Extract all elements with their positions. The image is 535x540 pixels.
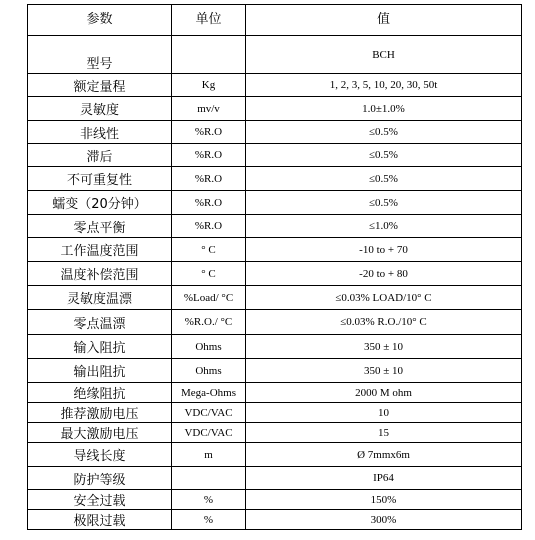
- row-value: 1.0±1.0%: [246, 97, 522, 121]
- row-value: ≤1.0%: [246, 215, 522, 238]
- row-param: 极限过载: [28, 510, 172, 530]
- row-unit: ° C: [172, 238, 246, 262]
- row-unit: mv/v: [172, 97, 246, 121]
- row-param: 绝缘阻抗: [28, 383, 172, 403]
- row-unit: %: [172, 490, 246, 510]
- row-param: 零点温漂: [28, 310, 172, 335]
- row-unit: %R.O: [172, 144, 246, 167]
- table-row: [28, 238, 522, 262]
- table-row: [28, 467, 522, 490]
- row-value: 10: [246, 403, 522, 423]
- table-row: [28, 97, 522, 121]
- table-row: [28, 262, 522, 286]
- row-unit: Ohms: [172, 335, 246, 359]
- row-param: 非线性: [28, 121, 172, 144]
- row-value: 1, 2, 3, 5, 10, 20, 30, 50t: [246, 74, 522, 97]
- row-value: -20 to + 80: [246, 262, 522, 286]
- table-row: [28, 167, 522, 191]
- row-value: 350 ± 10: [246, 335, 522, 359]
- table-row: [28, 443, 522, 467]
- row-param: 灵敏度温漂: [28, 286, 172, 310]
- table-row: [28, 191, 522, 215]
- row-unit: %Load/ °C: [172, 286, 246, 310]
- row-unit: m: [172, 443, 246, 467]
- row-param: 输出阻抗: [28, 359, 172, 383]
- row-param: 蠕变（20分钟）: [28, 191, 172, 215]
- row-value: ≤0.03% LOAD/10° C: [246, 286, 522, 310]
- table-row: [28, 121, 522, 144]
- header-value: 值: [246, 5, 522, 36]
- spec-table: [27, 4, 522, 530]
- row-value: ≤0.5%: [246, 144, 522, 167]
- row-unit: VDC/VAC: [172, 403, 246, 423]
- header-unit: 单位: [172, 5, 246, 36]
- row-unit: %R.O: [172, 215, 246, 238]
- row-unit: Kg: [172, 74, 246, 97]
- row-unit: %: [172, 510, 246, 530]
- spec-table-body: [28, 5, 522, 530]
- table-row: [28, 144, 522, 167]
- row-param: 滞后: [28, 144, 172, 167]
- row-param: 额定量程: [28, 74, 172, 97]
- table-row: [28, 403, 522, 423]
- table-row: [28, 215, 522, 238]
- row-param: 最大激励电压: [28, 423, 172, 443]
- row-value: ≤0.03% R.O./10° C: [246, 310, 522, 335]
- row-value: BCH: [246, 36, 522, 74]
- row-param: 输入阻抗: [28, 335, 172, 359]
- table-row: [28, 310, 522, 335]
- table-row: [28, 490, 522, 510]
- row-unit: [172, 36, 246, 74]
- row-value: Ø 7mmx6m: [246, 443, 522, 467]
- row-unit: Mega-Ohms: [172, 383, 246, 403]
- row-param: 灵敏度: [28, 97, 172, 121]
- header-param: 参数: [28, 5, 172, 36]
- row-value: 15: [246, 423, 522, 443]
- row-param: 型号: [28, 36, 172, 74]
- table-row: [28, 36, 522, 74]
- table-row: [28, 335, 522, 359]
- row-value: ≤0.5%: [246, 121, 522, 144]
- row-param: 安全过载: [28, 490, 172, 510]
- row-value: 350 ± 10: [246, 359, 522, 383]
- row-value: 150%: [246, 490, 522, 510]
- header-row: [28, 5, 522, 36]
- row-unit: %R.O: [172, 121, 246, 144]
- row-value: IP64: [246, 467, 522, 490]
- row-param: 工作温度范围: [28, 238, 172, 262]
- row-unit: ° C: [172, 262, 246, 286]
- row-unit: %R.O: [172, 191, 246, 215]
- row-unit: VDC/VAC: [172, 423, 246, 443]
- row-value: ≤0.5%: [246, 191, 522, 215]
- row-param: 防护等级: [28, 467, 172, 490]
- row-value: -10 to + 70: [246, 238, 522, 262]
- row-unit: %R.O: [172, 167, 246, 191]
- row-value: ≤0.5%: [246, 167, 522, 191]
- table-row: [28, 510, 522, 530]
- table-row: [28, 74, 522, 97]
- row-unit: [172, 467, 246, 490]
- row-unit: Ohms: [172, 359, 246, 383]
- table-row: [28, 286, 522, 310]
- row-param: 零点平衡: [28, 215, 172, 238]
- row-value: 2000 M ohm: [246, 383, 522, 403]
- row-unit: %R.O./ °C: [172, 310, 246, 335]
- table-row: [28, 359, 522, 383]
- row-param: 导线长度: [28, 443, 172, 467]
- row-param: 温度补偿范围: [28, 262, 172, 286]
- row-param: 推荐激励电压: [28, 403, 172, 423]
- row-param: 不可重复性: [28, 167, 172, 191]
- row-value: 300%: [246, 510, 522, 530]
- table-row: [28, 423, 522, 443]
- table-row: [28, 383, 522, 403]
